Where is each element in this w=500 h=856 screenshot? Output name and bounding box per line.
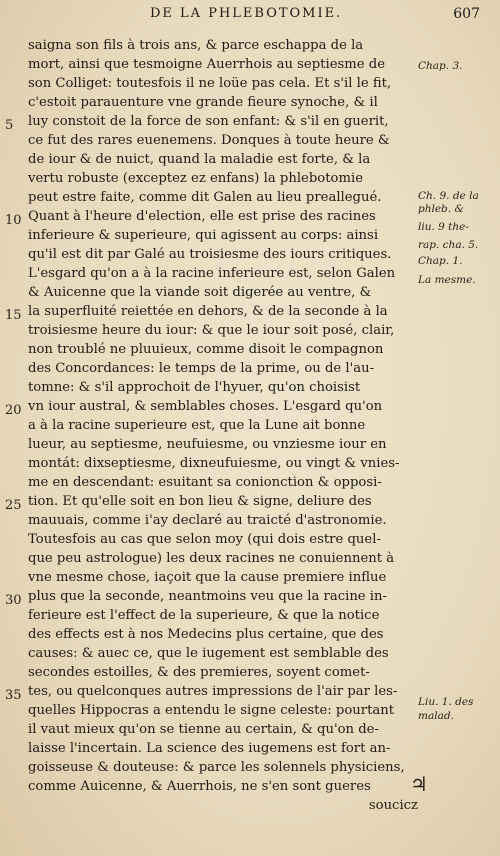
text-line: mort, ainsi que tesmoigne Auerrhois au septiesme de [28,57,386,72]
text-line: lueur, au septiesme, neufuiesme, ou vnziesme iour en [28,437,387,452]
text-line: a à la racine superieure est, que la Lune ait bonne [28,418,366,433]
text-line: tion. Et qu'elle soit en bon lieu & signe, deliure des [28,494,372,509]
text-line: comme Auicenne, & Auerrhois, ne s'en sont gueres [28,779,371,794]
margin-note: malad. [418,710,454,722]
margin-note: rap. cha. 5. [418,239,479,251]
text-line: ferieure est l'effect de la superieure, & que la notice [28,608,380,623]
line-number: 25 [5,498,22,513]
line-number: 30 [5,593,22,608]
margin-note: phleb. & [418,203,464,215]
text-line: goisseuse & douteuse: & parce les solennels physiciens, [28,760,405,775]
text-line: peut estre faite, comme dit Galen au lieu preallegué. [28,190,382,205]
text-line: laisse l'incertain. La science des iugemens est fort an- [28,741,391,756]
text-line: il vaut mieux qu'on se tienne au certain, & qu'on de- [28,722,379,737]
text-block [28,36,418,815]
margin-note: Chap. 3. [418,60,463,72]
text-line: me en descendant: esuitant sa conionction & opposi- [28,475,382,490]
text-line: troisiesme heure du iour: & que le iour soit posé, clair, [28,323,395,338]
text-line: secondes estoilles, & des premieres, soyent comet- [28,665,370,680]
margin-note: Liu. 1. des [418,696,474,708]
running-header [150,6,480,24]
text-line: montát: dixseptiesme, dixneufuiesme, ou vingt & vnies- [28,456,400,471]
text-line: Toutesfois au cas que selon moy (qui dois estre quel- [28,532,381,547]
text-line: causes: & auec ce, que le iugement est semblable des [28,646,389,661]
text-line: inferieure & superieure, qui agissent au corps: ainsi [28,228,379,243]
text-line: Quant à l'heure d'election, elle est prise des racines [28,209,376,224]
text-line: que peu astrologue) les deux racines ne conuiennent à [28,551,395,566]
text-line: de iour & de nuict, quand la maladie est forte, & la [28,152,371,167]
text-line: des Concordances: le temps de la prime, ou de l'au- [28,361,375,376]
text-line: & Auicenne que la viande soit digerée au ventre, & [28,285,372,300]
margin-note: Ch. 9. de la [418,190,479,202]
text-line: vn iour austral, & semblables choses. L'esgard qu'on [28,399,383,414]
text-line: son Colliget: toutesfois il ne loüe pas cela. Et s'il le fit, [28,76,392,91]
text-line: qu'il est dit par Galé au troisiesme des iours critiques. [28,247,392,262]
text-line: luy constoit de la force de son enfant: & s'il en guerit, [28,114,389,129]
text-line: tes, ou quelconques autres impressions de l'air par les- [28,684,398,699]
text-line: L'esgard qu'on a à la racine inferieure est, selon Galen [28,266,396,281]
text-line: ce fut des rares euenemens. Donques à toute heure & [28,133,390,148]
text-line: quelles Hippocras a entendu le signe celeste: pourtant [28,703,395,718]
running-title: DE LA PHLEBOTOMIE. [150,6,343,21]
text-line: non troublé ne pluuieux, comme disoit le compagnon [28,342,384,357]
text-line: soucicz [368,798,418,813]
line-number: 35 [5,688,22,703]
text-line: plus que la seconde, neantmoins veu que la racine in- [28,589,387,604]
text-line: c'estoit parauenture vne grande fieure synoche, & il [28,95,378,110]
line-number: 15 [5,308,22,323]
margin-note: La mesme. [418,274,476,286]
text-line: vne mesme chose, iaçoit que la cause premiere influe [28,570,387,585]
text-line: tomne: & s'il approchoit de l'hyuer, qu'on choisist [28,380,361,395]
line-number: 20 [5,403,22,418]
text-line: vertu robuste (exceptez ez enfans) la phlebotomie [28,171,364,186]
page-number: 607 [453,6,480,22]
margin-note: liu. 9 the- [418,221,469,233]
line-number: 5 [5,118,14,133]
text-line: mauuais, comme i'ay declaré au traicté d'astronomie. [28,513,387,528]
jupiter-ornament-icon: ♃ [410,772,428,796]
margin-note: Chap. 1. [418,255,463,267]
line-number: 10 [5,213,22,228]
text-line: des effects est à nos Medecins plus certaine, que des [28,627,384,642]
text-line: saigna son fils à trois ans, & parce eschappa de la [28,38,364,53]
text-line: la superfluité reiettée en dehors, & de la seconde à la [28,304,388,319]
